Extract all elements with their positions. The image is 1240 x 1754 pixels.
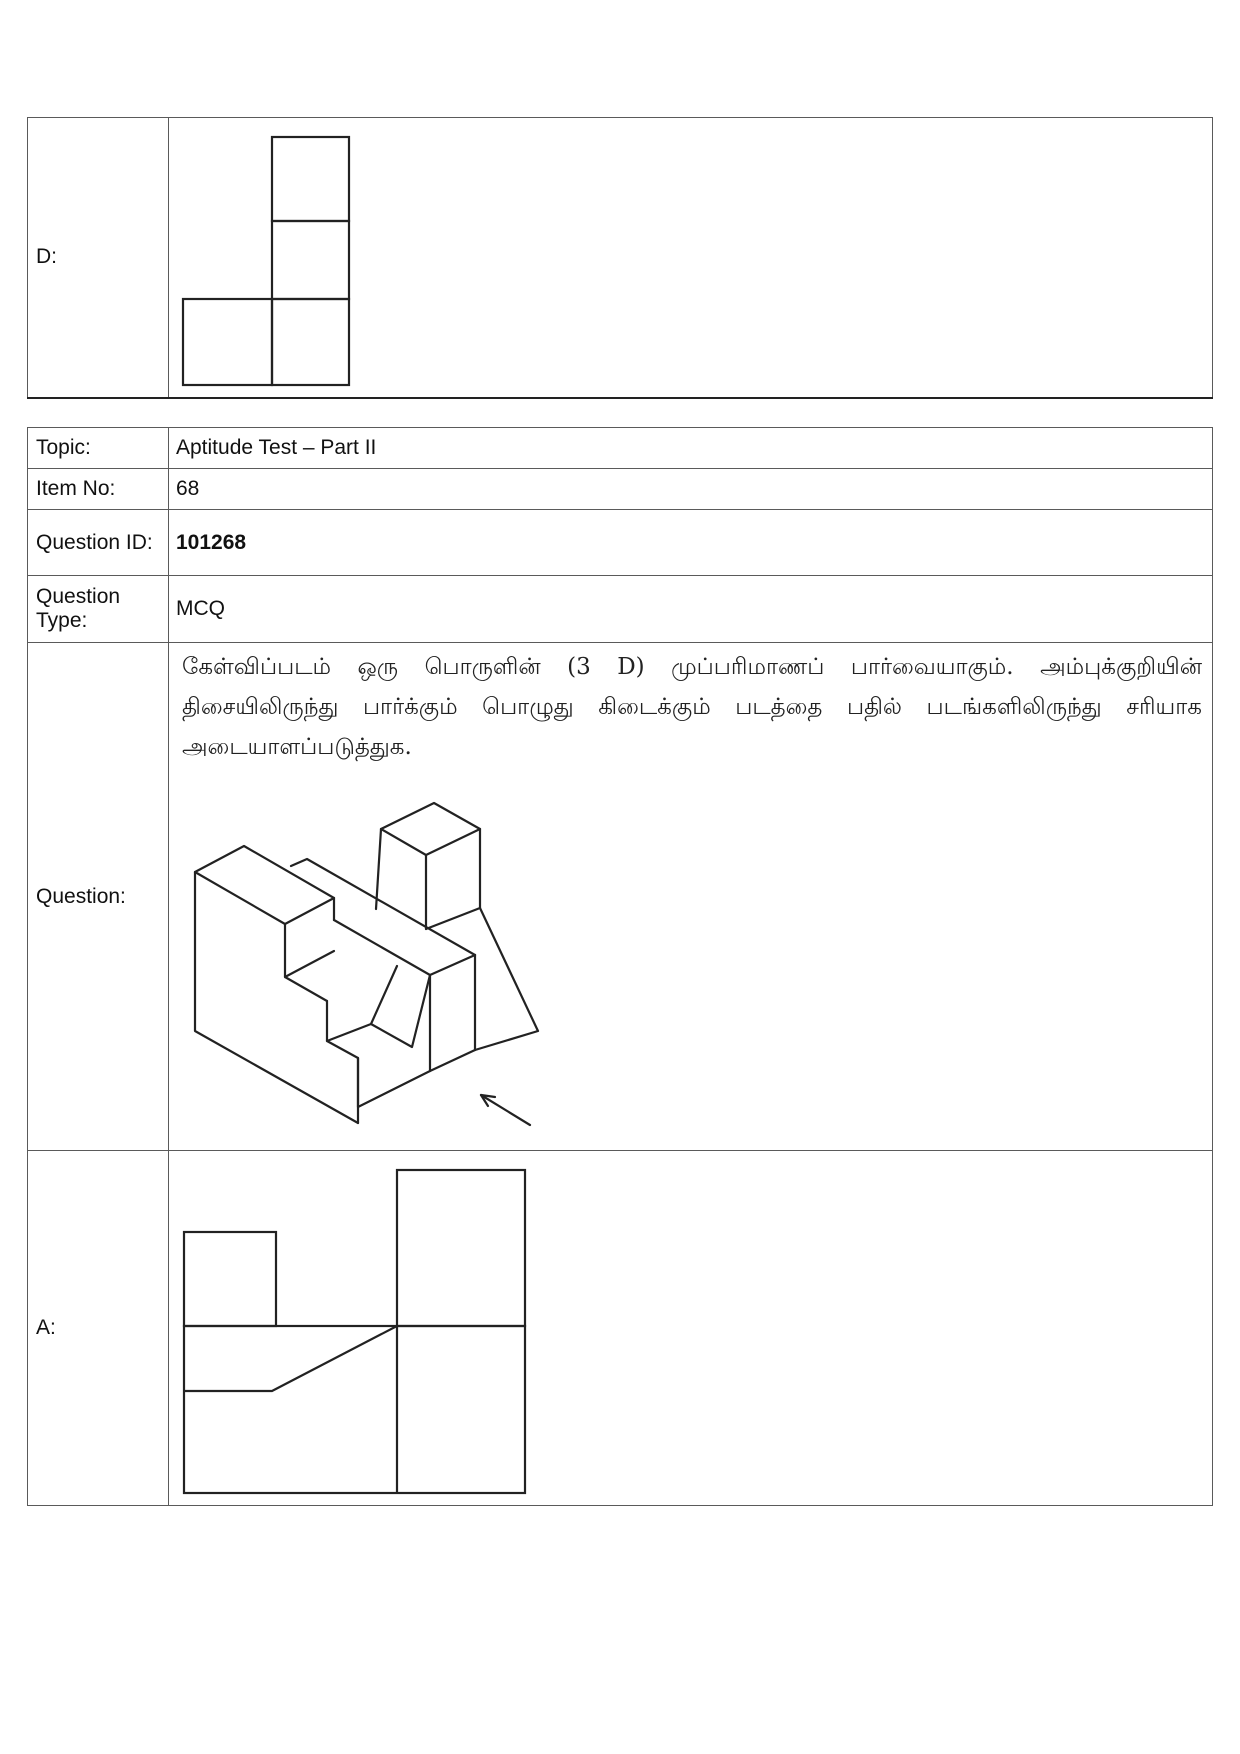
figure-groove-front: [327, 1001, 358, 1107]
option-d-middle-square: [272, 221, 349, 299]
question-label: Question:: [28, 643, 169, 1151]
option-a-label: A:: [28, 1151, 169, 1506]
question-type-value: MCQ: [169, 576, 1213, 643]
figure-rail-front-edge: [334, 920, 475, 975]
question-id-value: 101268: [169, 510, 1213, 576]
question-text: கேள்விப்படம் ஒரு பொருளின் (3 D) முப்பரிமாணப் பார்வையாகும். அம்புக்குறியின் திசையிலிருந்து பார்க்கும் பொழுது கிடைக்கும் படத்தை பதில் படங்களிலிருந்து சரியாக அடையாளப்படுத்துக.: [182, 654, 1202, 760]
item-no-label: Item No:: [28, 469, 169, 510]
option-d-top-square: [272, 137, 349, 221]
option-d-bottom-left-square: [183, 299, 272, 385]
figure-upper-block-top: [381, 803, 480, 855]
figure-front-bottom-edge: [430, 1050, 475, 1071]
item-no-value: 68: [169, 469, 1213, 510]
figure-groove-bottom: [327, 975, 430, 1047]
option-d-bottom-right-square: [272, 299, 349, 385]
question-cell: [169, 643, 1213, 1151]
question-type-label: Question Type:: [28, 576, 169, 643]
option-a-row: [28, 1151, 1213, 1506]
topic-label: Topic:: [28, 428, 169, 469]
option-d-table: [27, 117, 1213, 399]
figure-front-right-edge: [358, 975, 430, 1123]
question-type-row: [28, 576, 1213, 643]
figure-upper-block-bottom-edge: [426, 908, 480, 929]
option-a-tall-top-box: [397, 1170, 525, 1326]
option-d-figure: [169, 119, 369, 395]
question-isometric-figure: [175, 767, 595, 1127]
option-a-small-top-box: [184, 1232, 276, 1326]
figure-groove-slope: [371, 966, 397, 1024]
figure-left-block-top: [195, 846, 334, 924]
figure-sloping-support: [475, 908, 538, 1050]
topic-row: [28, 428, 1213, 469]
figure-step-inner-edge: [285, 951, 334, 977]
figure-upper-block-left-edge: [376, 829, 381, 909]
question-row: [28, 643, 1213, 1151]
option-a-figure-cell: [169, 1151, 1213, 1506]
question-item-table: [27, 427, 1213, 1506]
view-arrow-icon: [481, 1095, 530, 1125]
option-a-figure: [169, 1152, 529, 1505]
item-no-row: [28, 469, 1213, 510]
figure-left-step: [285, 924, 327, 1001]
option-d-label: D:: [28, 118, 169, 398]
question-id-label: Question ID:: [28, 510, 169, 576]
option-a-bottom-rect: [184, 1326, 525, 1493]
option-d-figure-cell: [169, 118, 1213, 398]
topic-value: Aptitude Test – Part II: [169, 428, 1213, 469]
question-id-row: [28, 510, 1213, 576]
option-a-slope-line: [184, 1326, 397, 1391]
